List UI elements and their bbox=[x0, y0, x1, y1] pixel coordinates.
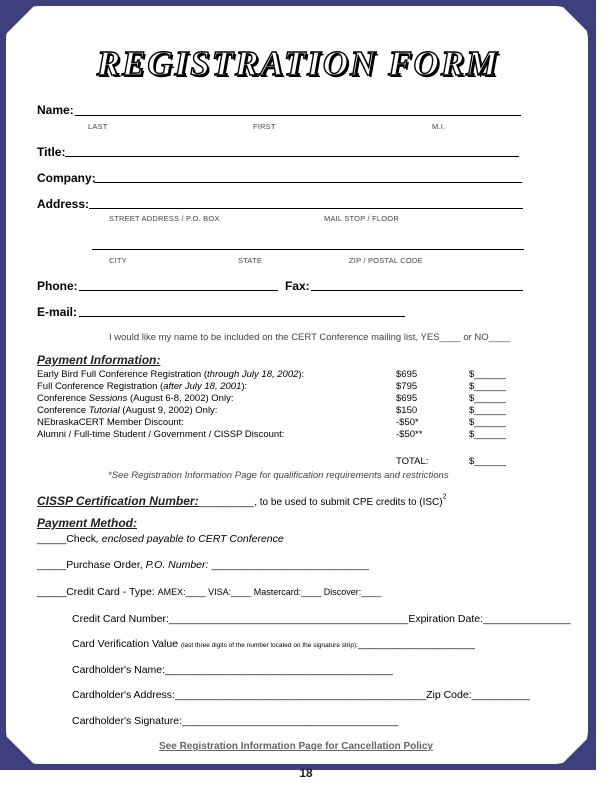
purchase-order-option[interactable]: _____Purchase Order, P.O. Number: ___________________________ bbox=[37, 559, 370, 571]
email-label: E-mail: bbox=[37, 305, 78, 319]
check-option[interactable]: _____Check, enclosed payable to CERT Conference bbox=[37, 533, 284, 545]
payment-item: NEbraskaCERT Member Discount: bbox=[37, 417, 184, 428]
address-sub-state: STATE bbox=[238, 256, 263, 265]
title-field[interactable] bbox=[65, 156, 519, 157]
cancellation-policy-link[interactable]: See Registration Information Page for Cancellation Policy bbox=[159, 741, 433, 752]
phone-field[interactable] bbox=[79, 290, 278, 291]
payment-info-heading: Payment Information: bbox=[37, 353, 161, 367]
payment-item: Conference Sessions (August 6-8, 2002) Only: bbox=[37, 393, 234, 404]
address-label: Address: bbox=[37, 197, 90, 211]
payment-item-amount-field[interactable]: $______ bbox=[469, 381, 506, 392]
cissp-sup: 2 bbox=[442, 493, 447, 501]
cardholder-signature-row[interactable]: Cardholder's Signature:_____________________________________ bbox=[72, 715, 399, 727]
name-label: Name: bbox=[37, 103, 74, 117]
fax-label: Fax: bbox=[285, 279, 310, 293]
fax-field[interactable] bbox=[311, 290, 523, 291]
name-sub-mi: M.I. bbox=[432, 122, 446, 131]
cardholder-address-row[interactable]: Cardholder's Address:___________________________________________Zip Code:__________ bbox=[72, 689, 531, 701]
page-number: 18 bbox=[299, 766, 313, 780]
name-field[interactable] bbox=[75, 115, 521, 116]
address-sub-mail: MAIL STOP / FLOOR bbox=[324, 214, 399, 223]
cissp-row bbox=[37, 492, 447, 510]
payment-item: Full Conference Registration (after July 18, 2001): bbox=[37, 381, 248, 392]
address-city-field[interactable] bbox=[92, 249, 524, 250]
payment-item-amount-field[interactable]: $______ bbox=[469, 429, 506, 440]
payment-item-amount-field[interactable]: $______ bbox=[469, 417, 506, 428]
address-sub-zip: ZIP / POSTAL CODE bbox=[349, 256, 423, 265]
payment-item-price: -$50* bbox=[396, 417, 419, 428]
payment-method-heading: Payment Method: bbox=[37, 516, 138, 530]
title-label: Title: bbox=[37, 145, 66, 159]
address-street-field[interactable] bbox=[89, 208, 523, 209]
cissp-label: CISSP Certification Number: bbox=[37, 494, 199, 508]
payment-footnote: *See Registration Information Page for qualification requirements and restrictions bbox=[108, 470, 449, 481]
card-verification-row[interactable]: Card Verification Value (last three digits of the number located on the signature strip):____________________ bbox=[72, 638, 475, 650]
payment-item-price: $150 bbox=[396, 405, 418, 416]
total-field[interactable]: $______ bbox=[469, 456, 506, 467]
payment-item-amount-field[interactable]: $______ bbox=[469, 393, 506, 404]
credit-card-option[interactable]: _____Credit Card - Type: AMEX:____ VISA:____ Mastercard:____ Discover:____ bbox=[37, 586, 382, 598]
total-label: TOTAL: bbox=[396, 456, 429, 467]
address-sub-city: CITY bbox=[109, 256, 127, 265]
email-field[interactable] bbox=[79, 316, 405, 317]
payment-item-price: -$50** bbox=[396, 429, 423, 440]
company-field[interactable] bbox=[94, 182, 522, 183]
payment-item-price: $795 bbox=[396, 381, 418, 392]
payment-item: Early Bird Full Conference Registration (through July 18, 2002): bbox=[37, 369, 305, 380]
cardholder-name-row[interactable]: Cardholder's Name:_______________________________________ bbox=[72, 664, 393, 676]
name-sub-last: LAST bbox=[88, 122, 108, 131]
address-sub-street: STREET ADDRESS / P.O. BOX bbox=[109, 214, 220, 223]
payment-item-price: $695 bbox=[396, 369, 418, 380]
name-sub-first: FIRST bbox=[253, 122, 276, 131]
company-label: Company: bbox=[37, 171, 96, 185]
payment-item: Conference Tutorial (August 9, 2002) Only: bbox=[37, 405, 218, 416]
form-title: REGISTRATION FORM bbox=[96, 44, 500, 83]
payment-item-amount-field[interactable]: $______ bbox=[469, 405, 506, 416]
payment-item-amount-field[interactable]: $______ bbox=[469, 369, 506, 380]
cissp-number-field[interactable]: __________ bbox=[198, 497, 255, 508]
cissp-text: , to be used to submit CPE credits to (ISC) bbox=[254, 497, 443, 508]
payment-item-price: $695 bbox=[396, 393, 418, 404]
mailing-list-option[interactable]: I would like my name to be included on the CERT Conference mailing list, YES____ or NO____ bbox=[109, 332, 510, 343]
payment-item: Alumni / Full-time Student / Government / CISSP Discount: bbox=[37, 429, 285, 440]
phone-label: Phone: bbox=[37, 279, 78, 293]
card-number-row[interactable]: Credit Card Number:_________________________________________Expiration Date:_______________ bbox=[72, 613, 571, 625]
